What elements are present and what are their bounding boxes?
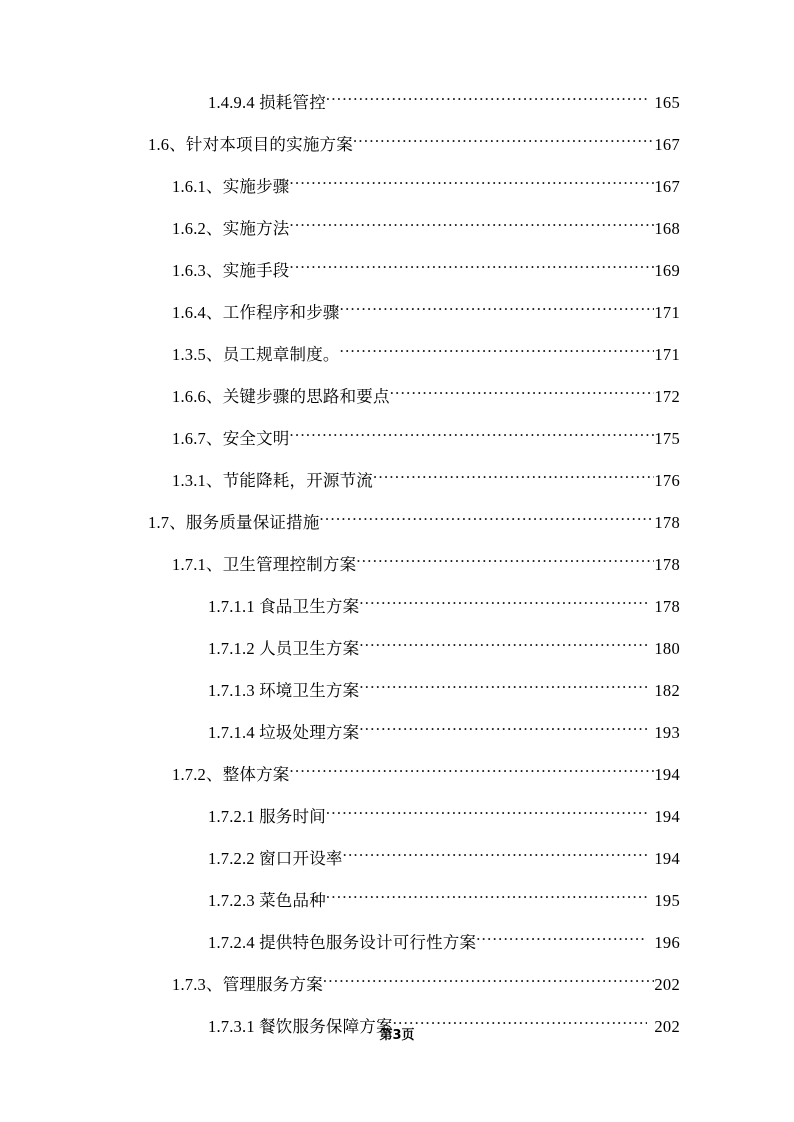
toc-entry[interactable]: [148, 124, 680, 154]
toc-entry-page-number: 178: [654, 555, 680, 574]
toc-entry-page-number: 194: [654, 849, 680, 868]
toc-entry-page-number: 202: [654, 975, 680, 994]
toc-entry[interactable]: [172, 166, 680, 196]
toc-dot-leader: [326, 82, 647, 108]
toc-dot-leader: [290, 418, 655, 444]
toc-dot-leader: [326, 796, 647, 822]
toc-entry-page-number: 171: [654, 345, 680, 364]
toc-entry-title: 1.7.2、整体方案: [172, 765, 290, 784]
toc-entry-page-number: 168: [654, 219, 680, 238]
toc-entry-title: 1.7.2.2 窗口开设率: [208, 849, 343, 868]
toc-entry[interactable]: [208, 82, 680, 112]
toc-entry-title: 1.4.9.4 损耗管控: [208, 93, 326, 112]
toc-entry-title: 1.6.3、实施手段: [172, 261, 290, 280]
toc-entry[interactable]: [172, 250, 680, 280]
toc-entry-page-number: 178: [654, 597, 680, 616]
toc-entry-title: 1.7.2.1 服务时间: [208, 807, 326, 826]
toc-entry[interactable]: [148, 502, 680, 532]
toc-entry-page-number: 167: [654, 135, 680, 154]
toc-dot-leader: [359, 670, 647, 696]
toc-dot-leader: [340, 334, 655, 360]
toc-entry-page-number: 196: [654, 933, 680, 952]
toc-entry[interactable]: [172, 208, 680, 238]
toc-entry[interactable]: [172, 418, 680, 448]
toc-entry-title: 1.7、服务质量保证措施: [148, 513, 320, 532]
toc-entry[interactable]: [208, 838, 680, 868]
toc-dot-leader: [476, 922, 647, 948]
toc-dot-leader: [290, 166, 655, 192]
toc-entry-title: 1.7.1.4 垃圾处理方案: [208, 723, 360, 742]
toc-entry[interactable]: [172, 544, 680, 574]
toc-dot-leader: [353, 124, 654, 150]
toc-dot-leader: [373, 460, 654, 486]
toc-entry[interactable]: [208, 712, 680, 742]
toc-entry-page-number: 175: [654, 429, 680, 448]
toc-entry[interactable]: [208, 880, 680, 910]
toc-dot-leader: [290, 250, 655, 276]
toc-entry-title: 1.7.2.4 提供特色服务设计可行性方案: [208, 933, 477, 952]
toc-entry[interactable]: [208, 670, 680, 700]
toc-entry-title: 1.7.1、卫生管理控制方案: [172, 555, 357, 574]
toc-dot-leader: [290, 754, 655, 780]
toc-entry-page-number: 194: [654, 765, 680, 784]
toc-entry-title: 1.6、针对本项目的实施方案: [148, 135, 353, 154]
toc-entry-page-number: 169: [654, 261, 680, 280]
toc-entry-page-number: 165: [654, 93, 680, 112]
toc-entry-page-number: 180: [654, 639, 680, 658]
toc-entry[interactable]: [172, 376, 680, 406]
toc-entry[interactable]: [172, 754, 680, 784]
toc-entry[interactable]: [208, 922, 680, 952]
toc-entry[interactable]: [208, 628, 680, 658]
toc-entry-page-number: 195: [654, 891, 680, 910]
toc-dot-leader: [359, 586, 647, 612]
toc-entry[interactable]: [208, 796, 680, 826]
toc-entry-page-number: 172: [654, 387, 680, 406]
toc-entry[interactable]: [172, 334, 680, 364]
toc-dot-leader: [323, 964, 654, 990]
toc-entry-title: 1.6.6、关键步骤的思路和要点: [172, 387, 390, 406]
toc-entry-title: 1.7.1.2 人员卫生方案: [208, 639, 360, 658]
toc-dot-leader: [326, 880, 647, 906]
toc-entry[interactable]: [172, 460, 680, 490]
toc-entry[interactable]: [208, 586, 680, 616]
toc-entry-title: 1.7.1.1 食品卫生方案: [208, 597, 360, 616]
toc-entry-page-number: 193: [654, 723, 680, 742]
page-footer: 第3页: [379, 1028, 415, 1043]
toc-entry-title: 1.6.4、工作程序和步骤: [172, 303, 340, 322]
toc-entry-title: 1.6.1、实施步骤: [172, 177, 290, 196]
toc-entry-title: 1.3.1、节能降耗，开源节流: [172, 471, 373, 490]
toc-entry[interactable]: [172, 292, 680, 322]
toc-dot-leader: [343, 838, 648, 864]
toc-entry-page-number: 182: [654, 681, 680, 700]
toc-entry-page-number: 167: [654, 177, 680, 196]
toc-entry-title: 1.7.3.1 餐饮服务保障方案: [208, 1017, 393, 1036]
toc-dot-leader: [320, 502, 655, 528]
toc-entry-page-number: 176: [654, 471, 680, 490]
toc-dot-leader: [359, 628, 647, 654]
toc-dot-leader: [356, 544, 654, 570]
toc-entry-title: 1.7.3、管理服务方案: [172, 975, 323, 994]
toc-dot-leader: [290, 208, 655, 234]
toc-dot-leader: [359, 712, 647, 738]
toc-entry-page-number: 202: [654, 1017, 680, 1036]
toc-dot-leader: [340, 292, 655, 318]
toc-entry-title: 1.6.7、安全文明: [172, 429, 290, 448]
toc-entry-page-number: 194: [654, 807, 680, 826]
toc-entry-title: 1.6.2、实施方法: [172, 219, 290, 238]
toc-entry-title: 1.7.2.3 菜色品种: [208, 891, 326, 910]
toc-entry-title: 1.7.1.3 环境卫生方案: [208, 681, 360, 700]
toc-entry-page-number: 178: [654, 513, 680, 532]
toc-entry[interactable]: [172, 964, 680, 994]
toc-dot-leader: [390, 376, 655, 402]
toc-entry-title: 1.3.5、员工规章制度。: [172, 345, 340, 364]
toc-entry-page-number: 171: [654, 303, 680, 322]
